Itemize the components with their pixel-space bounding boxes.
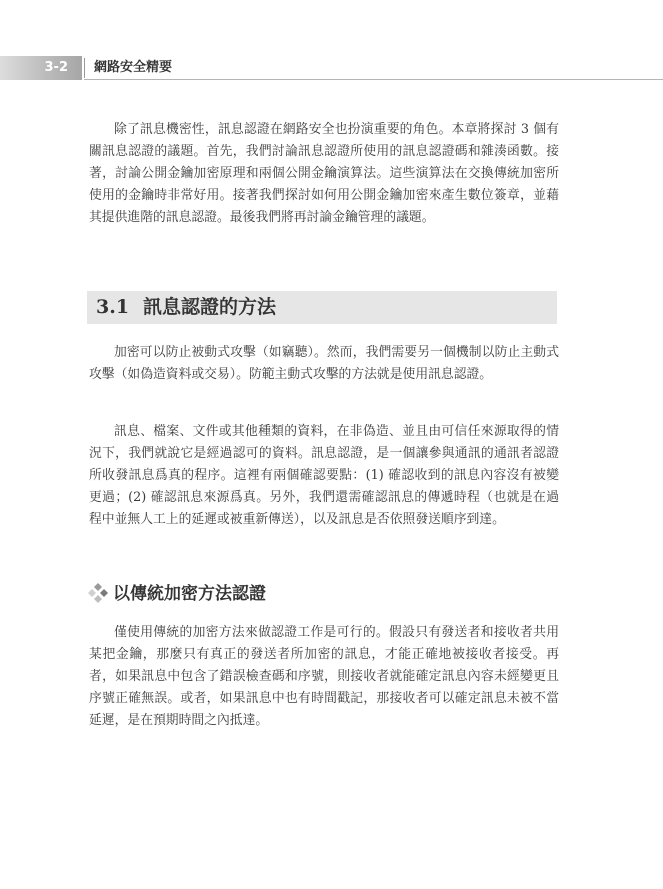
section-title: 訊息認證的方法 bbox=[143, 296, 277, 318]
section-paragraph-1: 加密可以防止被動式攻擊（如竊聽）。然而，我們需要另一個機制以防止主動式攻擊（如偽造資料或交易）。防範主動式攻擊的方法就是使用訊息認證。 bbox=[89, 345, 559, 382]
section-heading bbox=[87, 291, 557, 324]
section-paragraph-2: 訊息、檔案、文件或其他種類的資料，在非偽造、並且由可信任來源取得的情況下，我們就說它是經過認可的資料。訊息認證，是一個讓參與通訊的通訊者認證所收發訊息爲真的程序。這裡有兩個確認要點：(1) 確認收到的訊息內容沒有被變更過；(2) 確認訊息來源爲真。另外，我們還需確認訊息的傳遞時程（也就是在過程中並無人工上的延遲或被重新傳送），以及訊息是否依照發送順序到達。 bbox=[89, 424, 559, 527]
diamond-cluster-icon bbox=[87, 582, 109, 604]
running-title: 網路安全精要 bbox=[94, 60, 173, 75]
header-rule bbox=[84, 79, 663, 80]
page-number: 3-2 bbox=[0, 56, 82, 80]
page-header bbox=[0, 56, 663, 80]
header-divider bbox=[84, 58, 85, 78]
subsection-title: 以傳統加密方法認證 bbox=[113, 584, 266, 604]
subsection-paragraph: 僅使用傳統的加密方法來做認證工作是可行的。假設只有發送者和接收者共用某把金鑰，那麼只有真正的發送者所加密的訊息，才能正確地被接收者接受。再者，如果訊息中包含了錯誤檢查碼和序號，則接收者就能確定訊息內容未經變更且序號正確無誤。或者，如果訊息中也有時間戳記，那接收者可以確定訊息未被不當延遲，是在預期時間之內抵達。 bbox=[89, 625, 559, 728]
intro-paragraph: 除了訊息機密性，訊息認證在網路安全也扮演重要的角色。本章將探討 3 個有關訊息認證的議題。首先，我們討論訊息認證所使用的訊息認證碼和雜湊函數。接著，討論公開金鑰加密原理和兩個公開金鑰演算法。這些演算法在交換傳統加密所使用的金鑰時非常好用。接著我們探討如何用公開金鑰加密來產生數位簽章，並藉其提供進階的訊息認證。最後我們將再討論金鑰管理的議題。 bbox=[89, 122, 559, 225]
section-number: 3.1 bbox=[96, 296, 130, 318]
